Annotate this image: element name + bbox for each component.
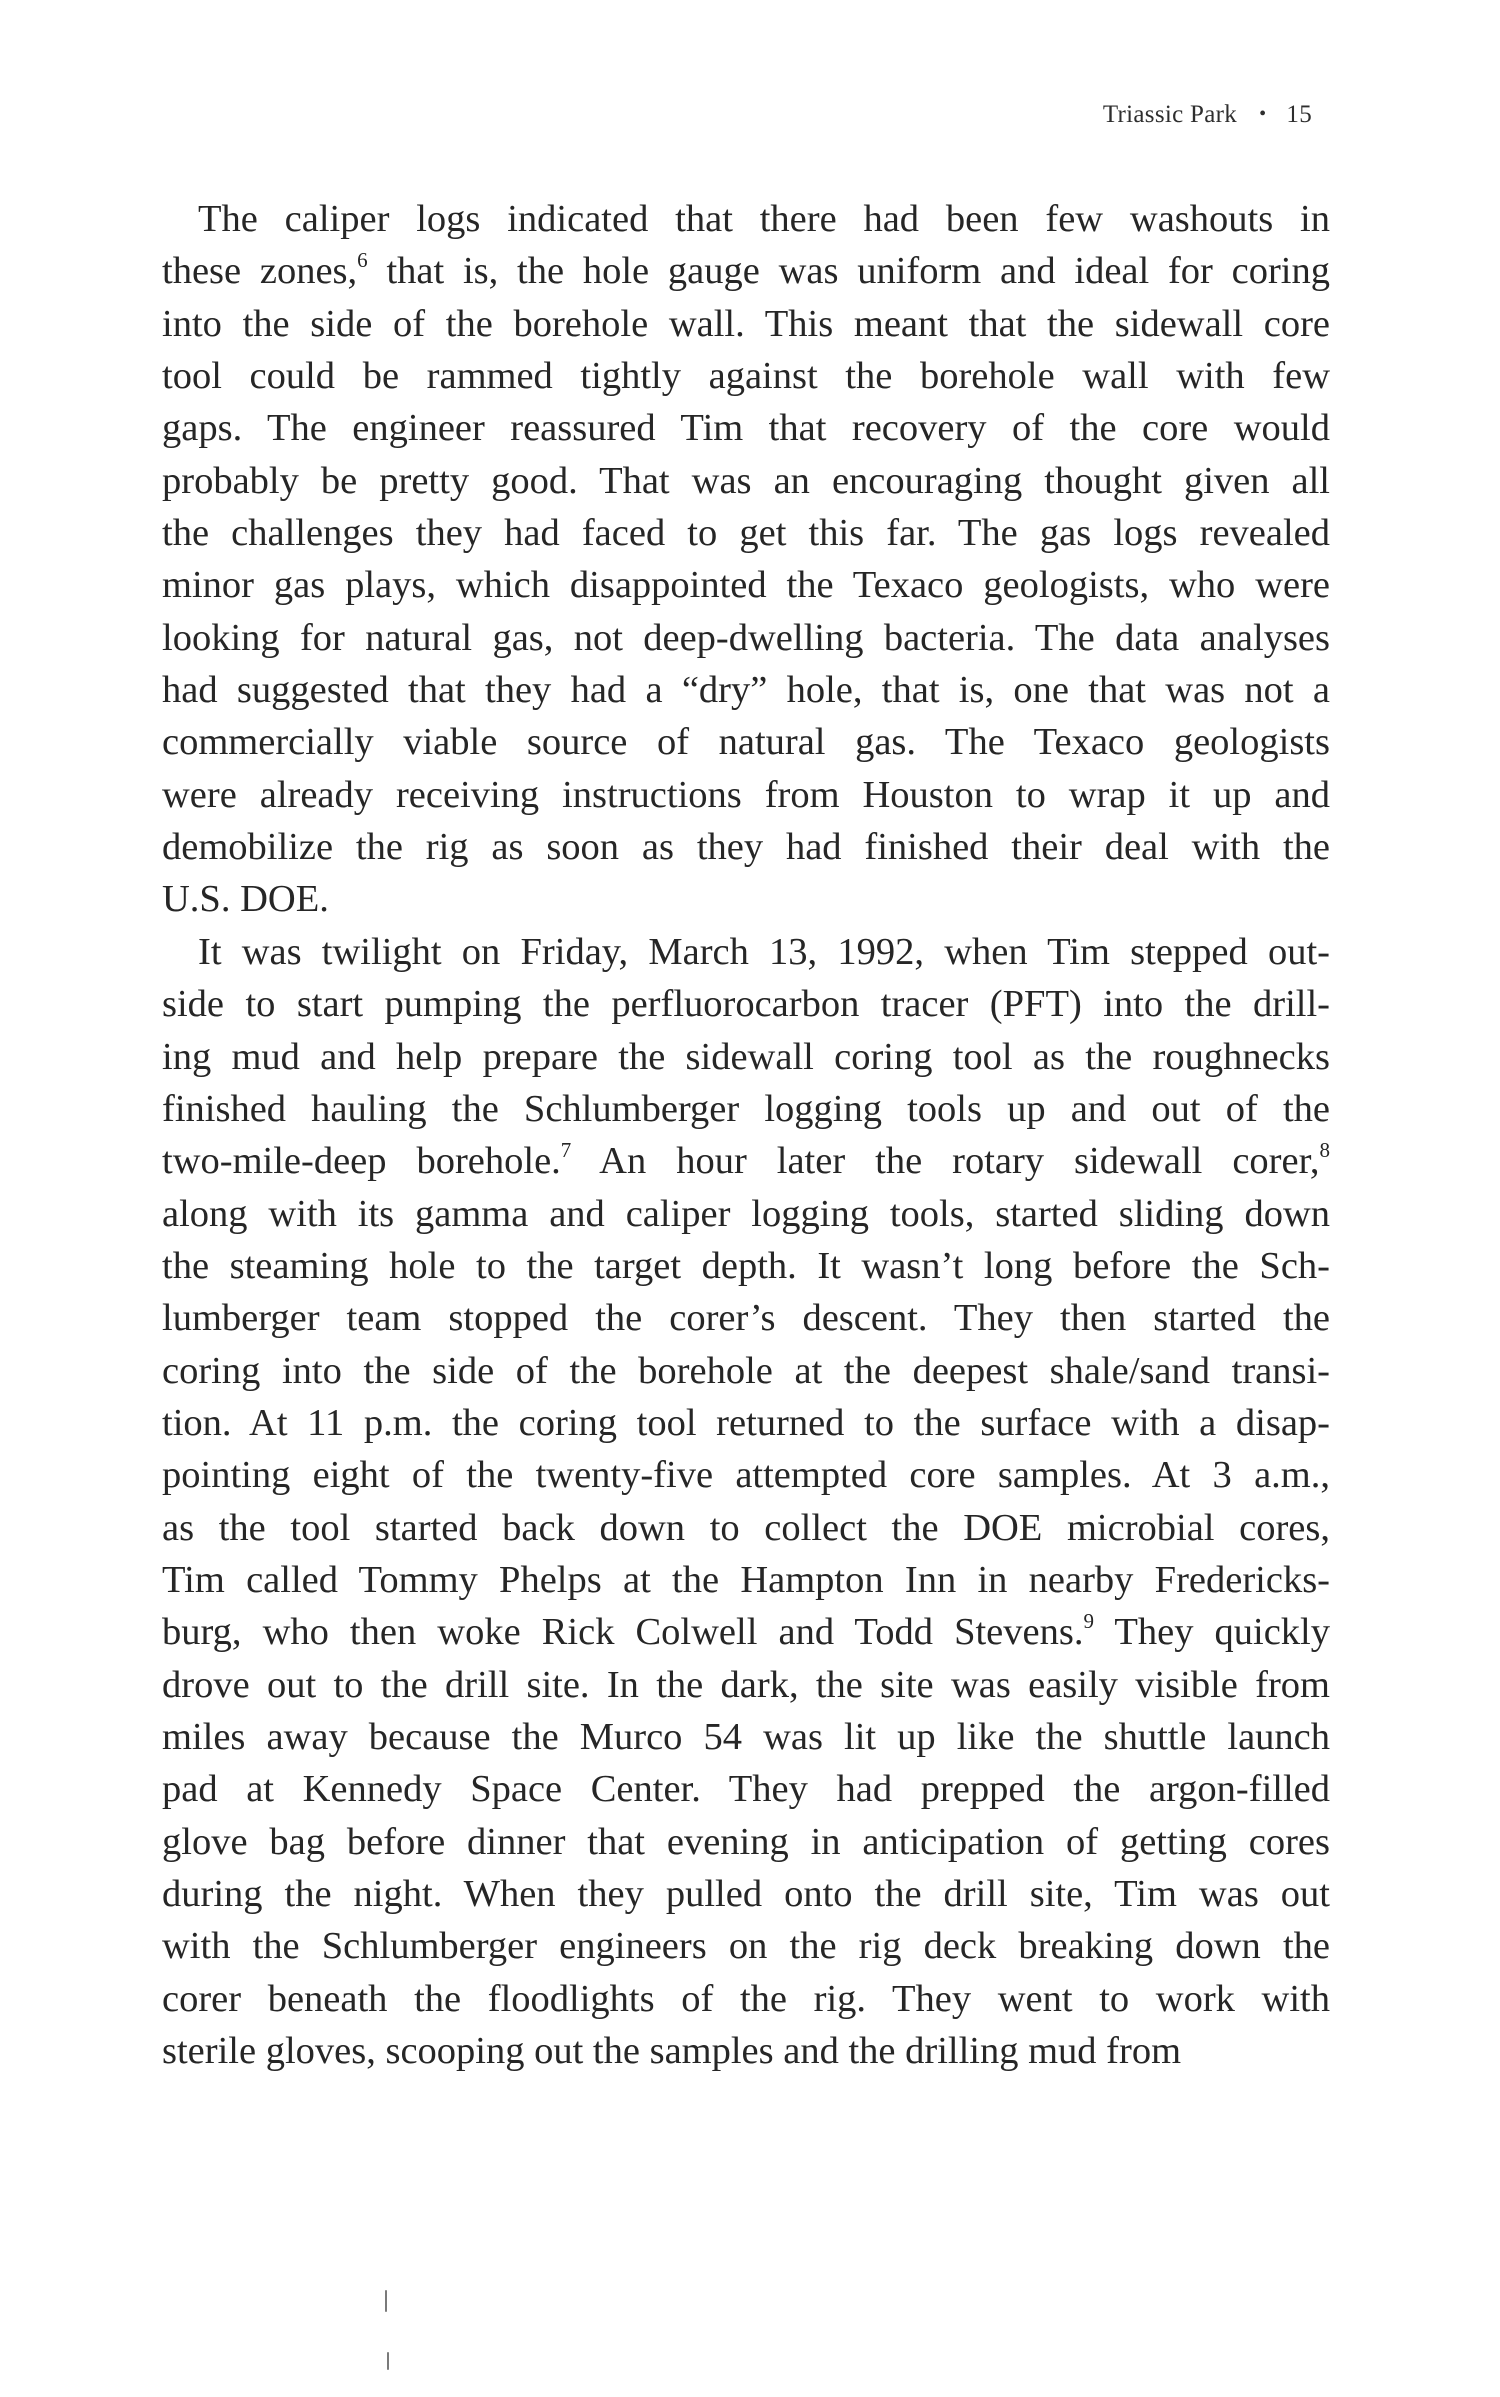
text-line xyxy=(162,612,1330,664)
text-line xyxy=(162,1083,1330,1135)
text-line xyxy=(162,1397,1330,1449)
footnote-marker: 6 xyxy=(357,248,368,273)
text-line xyxy=(162,1449,1330,1501)
text-line xyxy=(162,193,1330,245)
footnote-marker: 9 xyxy=(1083,1609,1094,1634)
text-line xyxy=(162,1816,1330,1868)
text-line xyxy=(162,716,1330,768)
text-segment: They quickly xyxy=(1093,1611,1330,1654)
text-segment: glove bag before dinner that evening in anticipation of getting cores xyxy=(162,1820,1330,1863)
text-line xyxy=(162,1920,1330,1972)
text-segment: tool could be rammed tightly against the borehole wall with few xyxy=(162,355,1330,398)
text-line xyxy=(162,1973,1330,2025)
text-segment: as the tool started back down to collect the DOE microbial cores, xyxy=(162,1506,1330,1549)
text-segment: It was twilight on Friday, March 13, 1992, when Tim stepped out- xyxy=(198,930,1330,973)
text-line xyxy=(162,1763,1330,1815)
text-segment: drove out to the drill site. In the dark, the site was easily visible from xyxy=(162,1663,1330,1706)
text-segment: along with its gamma and caliper logging tools, started sliding down xyxy=(162,1192,1330,1235)
text-segment: burg, who then woke Rick Colwell and Todd Stevens. xyxy=(162,1611,1084,1654)
scan-speck xyxy=(387,2352,389,2370)
text-segment: looking for natural gas, not deep-dwelling bacteria. The data analyses xyxy=(162,616,1330,659)
text-line xyxy=(162,1031,1330,1083)
text-line xyxy=(162,507,1330,559)
text-segment: miles away because the Murco 54 was lit up like the shuttle launch xyxy=(162,1715,1330,1758)
body-text xyxy=(162,193,1330,2077)
text-segment: U.S. DOE. xyxy=(162,878,329,921)
text-segment: these zones, xyxy=(162,250,358,293)
text-line xyxy=(162,1502,1330,1554)
text-segment: ing mud and help prepare the sidewall coring tool as the roughnecks xyxy=(162,1035,1330,1078)
text-segment: Tim called Tommy Phelps at the Hampton Inn in nearby Fredericks- xyxy=(162,1558,1330,1601)
text-segment: coring into the side of the borehole at the deepest shale/sand transi- xyxy=(162,1349,1330,1392)
text-line xyxy=(162,1345,1330,1397)
text-segment: pointing eight of the twenty-five attempted core samples. At 3 a.m., xyxy=(162,1454,1330,1497)
running-head xyxy=(1103,101,1312,129)
text-segment: during the night. When they pulled onto the drill site, Tim was out xyxy=(162,1873,1330,1915)
page-number: 15 xyxy=(1286,101,1312,128)
text-line xyxy=(162,402,1330,454)
text-line xyxy=(162,455,1330,507)
text-segment: pad at Kennedy Space Center. They had prepped the argon-filled xyxy=(162,1768,1330,1811)
scan-speck xyxy=(385,2290,387,2312)
text-line xyxy=(162,1135,1330,1187)
text-line xyxy=(162,926,1330,978)
text-segment: were already receiving instructions from Houston to wrap it up and xyxy=(162,773,1330,816)
text-segment: two-mile-deep borehole. xyxy=(162,1140,561,1183)
text-segment: probably be pretty good. That was an encouraging thought given all xyxy=(162,459,1330,502)
header-separator: • xyxy=(1259,103,1267,125)
text-line xyxy=(162,1240,1330,1292)
book-title: Triassic Park xyxy=(1102,101,1238,128)
text-line xyxy=(162,1868,1330,1920)
text-line xyxy=(162,821,1330,873)
text-segment: side to start pumping the perfluorocarbon tracer (PFT) into the drill- xyxy=(162,983,1330,1026)
text-line xyxy=(162,1711,1330,1763)
text-line xyxy=(162,978,1330,1030)
text-segment: lumberger team stopped the corer’s descent. They then started the xyxy=(162,1297,1330,1340)
text-segment: tion. At 11 p.m. the coring tool returned to the surface with a disap- xyxy=(162,1401,1330,1444)
text-line xyxy=(162,1606,1330,1658)
text-segment: had suggested that they had a “dry” hole, that is, one that was not a xyxy=(162,669,1330,712)
text-segment: The caliper logs indicated that there had been few washouts in xyxy=(198,198,1330,240)
text-line xyxy=(162,664,1330,716)
footnote-marker: 7 xyxy=(560,1138,572,1163)
text-line xyxy=(162,350,1330,402)
text-line xyxy=(162,298,1330,350)
text-line xyxy=(162,245,1330,297)
text-segment: finished hauling the Schlumberger logging tools up and out of the xyxy=(162,1087,1330,1130)
text-line xyxy=(162,559,1330,611)
text-segment: demobilize the rig as soon as they had finished their deal with the xyxy=(162,826,1330,869)
text-line xyxy=(162,2025,1330,2077)
text-segment: into the side of the borehole wall. This meant that the sidewall core xyxy=(162,302,1330,345)
text-line xyxy=(162,1292,1330,1344)
text-segment: corer beneath the floodlights of the rig. They went to work with xyxy=(162,1977,1330,2020)
text-line xyxy=(162,1659,1330,1711)
text-segment: An hour later the rotary sidewall corer, xyxy=(571,1140,1320,1183)
text-line xyxy=(162,873,1330,925)
text-line xyxy=(162,1188,1330,1240)
text-segment: the steaming hole to the target depth. It wasn’t long before the Sch- xyxy=(162,1244,1330,1287)
text-segment: that is, the hole gauge was uniform and ideal for coring xyxy=(367,250,1330,293)
text-line xyxy=(162,769,1330,821)
text-segment: with the Schlumberger engineers on the rig deck breaking down the xyxy=(162,1925,1330,1968)
text-segment: sterile gloves, scooping out the samples and the drilling mud from xyxy=(162,2030,1182,2073)
text-segment: the challenges they had faced to get this far. The gas logs revealed xyxy=(162,512,1330,555)
text-line xyxy=(162,1554,1330,1606)
text-segment: minor gas plays, which disappointed the Texaco geologists, who were xyxy=(162,564,1330,607)
footnote-marker: 8 xyxy=(1319,1138,1330,1163)
text-segment: commercially viable source of natural gas. The Texaco geologists xyxy=(162,721,1330,764)
text-segment: gaps. The engineer reassured Tim that recovery of the core would xyxy=(162,407,1330,450)
